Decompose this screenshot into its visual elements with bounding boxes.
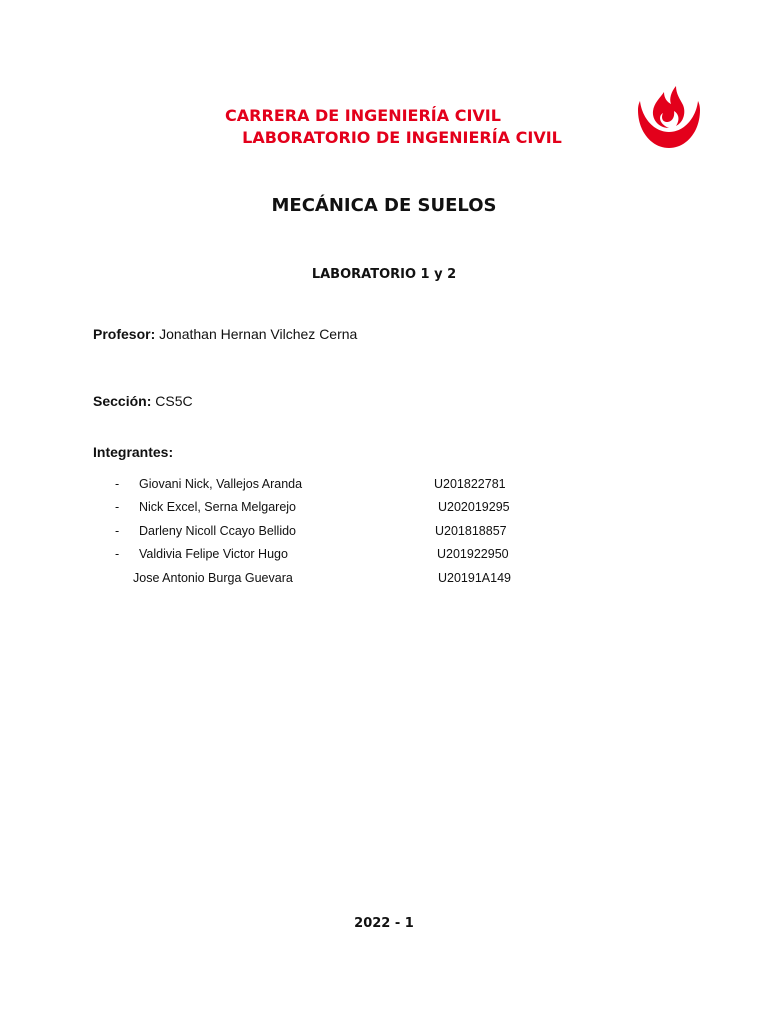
member-name: Giovani Nick, Vallejos Aranda	[139, 477, 303, 491]
labs-title: LABORATORIO 1 y 2	[311, 267, 457, 282]
member-name: Jose Antonio Burga Guevara	[133, 571, 293, 585]
profesor-label: Profesor:	[93, 326, 156, 342]
member-name: Nick Excel, Serna Melgarejo	[139, 500, 297, 514]
member-code: U201822781	[434, 477, 506, 491]
member-code: U201922950	[437, 547, 509, 561]
member-name: Valdivia Felipe Victor Hugo	[139, 547, 288, 561]
career-title-text: CARRERA DE INGENIERÍA CIVIL	[225, 106, 501, 125]
integrantes-label: Integrantes:	[93, 444, 174, 460]
list-bullet: -	[115, 477, 120, 491]
profesor-field	[93, 326, 357, 342]
member-code: U201818857	[435, 524, 507, 538]
seccion-field	[93, 393, 193, 409]
profesor-value: Jonathan Hernan Vilchez Cerna	[159, 326, 358, 342]
course-title: MECÁNICA DE SUELOS	[271, 195, 497, 216]
seccion-label: Sección:	[93, 393, 152, 409]
seccion-value: CS5C	[155, 393, 193, 409]
list-bullet: -	[115, 524, 120, 538]
member-name: Darleny Nicoll Ccayo Bellido	[139, 524, 297, 538]
member-code: U20191A149	[438, 571, 511, 585]
lab-title-text: LABORATORIO DE INGENIERÍA CIVIL	[242, 128, 562, 147]
university-logo-icon	[632, 84, 706, 150]
list-bullet: -	[115, 500, 120, 514]
member-code: U202019295	[438, 500, 510, 514]
term-footer: 2022 - 1	[354, 916, 414, 931]
list-bullet: -	[115, 547, 120, 561]
